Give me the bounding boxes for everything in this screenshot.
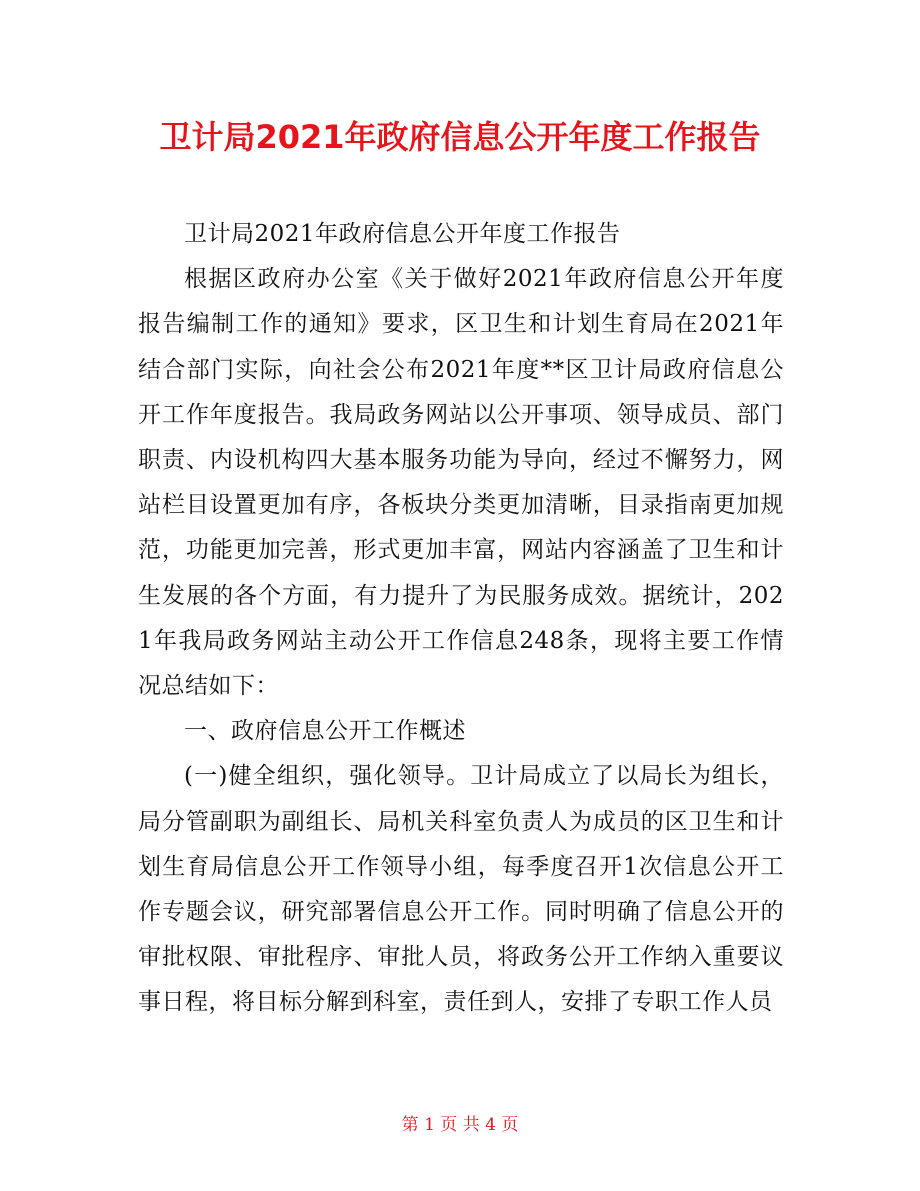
- document-title: 卫计局2021年政府信息公开年度工作报告: [159, 118, 761, 156]
- paragraph-organization: (一)健全组织，强化领导。卫计局成立了以局长为组长，局分管副职为副组长、局机关科室负责人为成员的区卫生和计划生育局信息公开工作领导小组，每季度召开1次信息公开工作专题会议，研究部署信息公开工作。同时明确了信息公开的审批权限、审批程序、审批人员，将政务公开工作纳入重要议事日程，将目标分解到科室，责任到人，安排了专职工作人员: [138, 763, 784, 1016]
- page-footer: 第 1 页 共 4 页: [401, 1115, 519, 1135]
- section-heading: 一、政府信息公开工作概述: [184, 718, 466, 745]
- paragraph-subtitle: 卫计局2021年政府信息公开年度工作报告: [184, 221, 621, 247]
- document-body: [138, 212, 784, 1026]
- paragraph-intro: 根据区政府办公室《关于做好2021年政府信息公开年度报告编制工作的通知》要求，区卫生和计划生育局在2021年结合部门实际，向社会公布2021年度**区卫计局政府信息公开工作年度报告。我局政务网站以公开事项、领导成员、部门职责、内设机构四大基本服务功能为导向，经过不懈努力，网站栏目设置更加有序，各板块分类更加清晰，目录指南更加规范，功能更加完善，形式更加丰富，网站内容涵盖了卫生和计生发展的各个方面，有力提升了为民服务成效。据统计，2021年我局政务网站主动公开工作信息248条，现将主要工作情况总结如下：: [138, 266, 784, 700]
